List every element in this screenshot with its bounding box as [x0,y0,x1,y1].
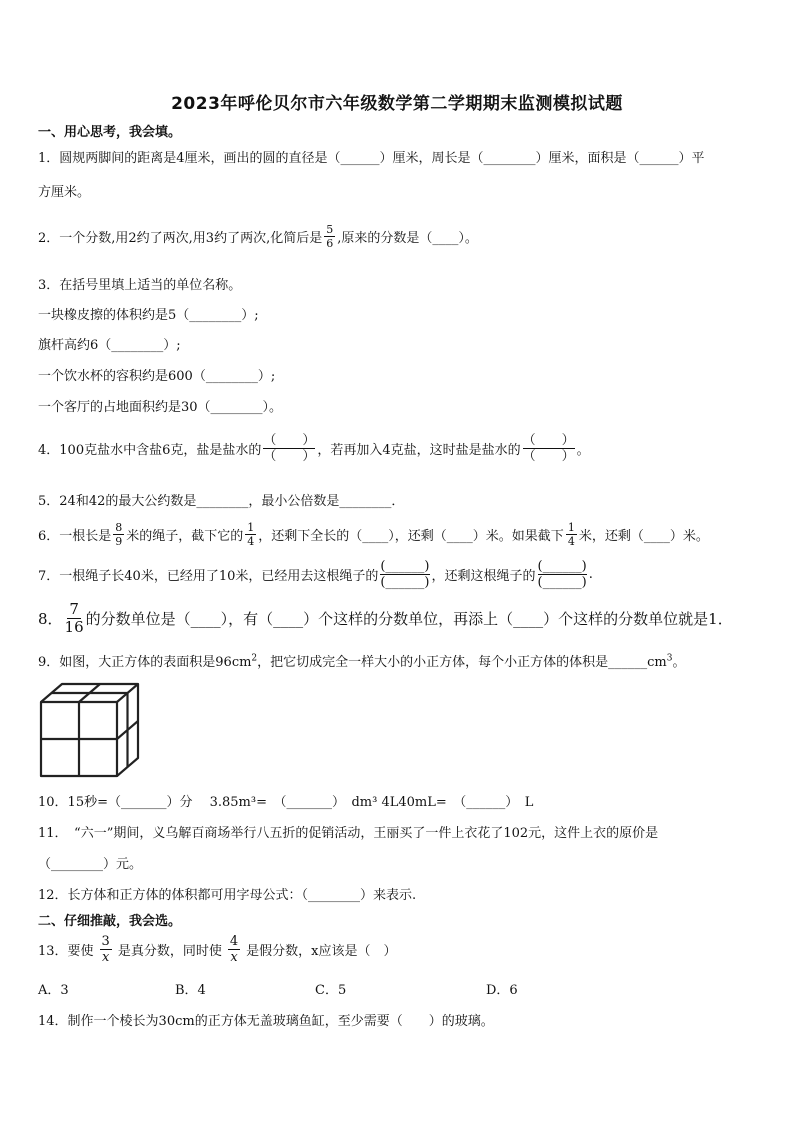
question-4-text-b: ，若再加入4克盐，这时盐是盐水的 [317,442,521,458]
fraction-numerator: 1 [247,520,255,534]
question-7-text-c: . [588,566,593,582]
question-6-text-c: ，还剩下全长的（____），还剩（____）米。如果截下 [258,528,564,544]
question-12: 12．长方体和正方体的体积都可用字母公式：（________）来表示. [38,888,417,903]
question-3-line-3: 一个饮水杯的容积约是600（________）; [38,369,276,384]
fraction-numerator: 5 [326,222,334,236]
fraction-four-over-x [228,935,240,964]
blank-denominator: (______) [537,574,587,590]
fraction-one-quarter [566,522,577,547]
question-13-text-b: 是真分数，同时使 [117,943,222,959]
question-9-text-a: 9．如图，大正方体的表面积是96cm [38,655,252,670]
question-14: 14．制作一个棱长为30cm的正方体无盖玻璃鱼缸，至少需要（ ）的玻璃。 [38,1014,494,1029]
question-3-line-1: 一块橡皮擦的体积约是5（________）; [38,308,259,323]
blank-numerator: (______) [537,558,587,574]
question-8-text-a: 8． [38,609,63,628]
question-3-line-4: 一个客厅的占地面积约是30（________）。 [38,400,283,415]
question-4-text-c: 。 [576,442,590,458]
blank-numerator: (______) [380,558,430,574]
fraction-numerator: 7 [69,599,79,618]
question-2-text: 2．一个分数,用2约了两次,用3约了两次,化简后是 [38,230,323,246]
option-c[interactable]: C．5 [315,983,347,998]
fraction-seven-sixteenths [64,599,84,636]
fraction-three-over-x [100,935,112,964]
question-11-line-1: 11． “六一”期间，义乌解百商场举行八五折的促销活动，王丽买了一件上衣花了102元，这件上衣的原价是 [38,826,659,841]
section-2-heading: 二、仔细推敲，我会选。 [38,914,182,929]
question-4-text-a: 4．100克盐水中含盐6克，盐是盐水的 [38,442,262,458]
question-11-line-2: （________）元。 [38,857,143,872]
fraction-denominator: 4 [247,534,255,548]
blank-denominator: （ ） [522,448,575,464]
fraction-denominator: 6 [326,236,334,250]
question-6 [38,517,709,551]
section-1-heading: 一、用心思考，我会填。 [38,125,182,140]
fraction-five-sixths [324,224,335,249]
fraction-denominator: 16 [64,617,84,636]
question-13-text-a: 13．要使 [38,943,94,959]
superscript: 2 [251,653,258,664]
question-2 [38,218,478,254]
superscript: 3 [666,653,673,664]
question-10: 10．15秒=（_______）分 3.85m³= （_______） dm³ 4L40mL= （______） L [38,795,534,810]
blank-fraction [523,433,575,464]
fraction-numerator: 8 [115,520,123,534]
question-4 [38,428,590,468]
question-9-text-b: ，把它切成完全一样大小的小正方体，每个小正方体的体积是______cm [257,655,667,670]
option-a[interactable]: A．3 [38,983,69,998]
question-2-text-end: ,原来的分数是（____）。 [337,230,478,246]
option-b[interactable]: B．4 [175,983,206,998]
question-1-line-1: 1．圆规两脚间的距离是4厘米，画出的圆的直径是（______）厘米，周长是（________）厘米，面积是（______）平 [38,151,705,166]
question-1-line-2: 方厘米。 [38,185,91,200]
page-title: 2023年呼伦贝尔市六年级数学第二学期期末监测模拟试题 [171,94,623,114]
question-7 [38,556,593,592]
blank-numerator: （ ） [263,432,316,448]
fraction-denominator: x [102,949,110,965]
fraction-denominator: 9 [115,534,123,548]
fraction-one-quarter [245,522,256,547]
question-9 [38,651,686,670]
fraction-denominator: 4 [567,534,575,548]
question-9-text-c: 。 [672,655,686,670]
fraction-numerator: 1 [567,520,575,534]
question-13-text-c: 是假分数，x应该是（ ） [246,943,397,959]
blank-fraction [538,559,587,590]
question-7-text-b: ，还剩这根绳子的 [431,568,536,584]
blank-denominator: （ ） [263,448,316,464]
blank-denominator: (______) [380,574,430,590]
question-6-text-d: 米，还剩（____）米。 [578,528,709,544]
blank-fraction [263,433,315,464]
question-3-intro: 3．在括号里填上适当的单位名称。 [38,278,242,293]
blank-numerator: （ ） [522,432,575,448]
fraction-denominator: x [230,949,238,965]
fraction-eight-ninths [113,522,124,547]
cube-figure [38,680,142,780]
question-13 [38,932,396,966]
question-8 [38,598,733,638]
question-6-text-b: 米的绳子，截下它的 [126,528,244,544]
option-d[interactable]: D．6 [486,983,518,998]
question-6-text-a: 6．一根长是 [38,528,112,544]
question-8-text-b: 的分数单位是（____），有（____）个这样的分数单位，再添上（____）个这样的分数单位就是1． [85,609,733,628]
question-3-line-2: 旗杆高约6（________）; [38,338,181,353]
fraction-numerator: 3 [101,933,110,949]
fraction-numerator: 4 [229,933,239,949]
blank-fraction [380,559,429,590]
question-5: 5．24和42的最大公约数是________，最小公倍数是________． [38,494,405,509]
question-7-text-a: 7．一根绳子长40米，已经用了10米，已经用去这根绳子的 [38,568,379,584]
